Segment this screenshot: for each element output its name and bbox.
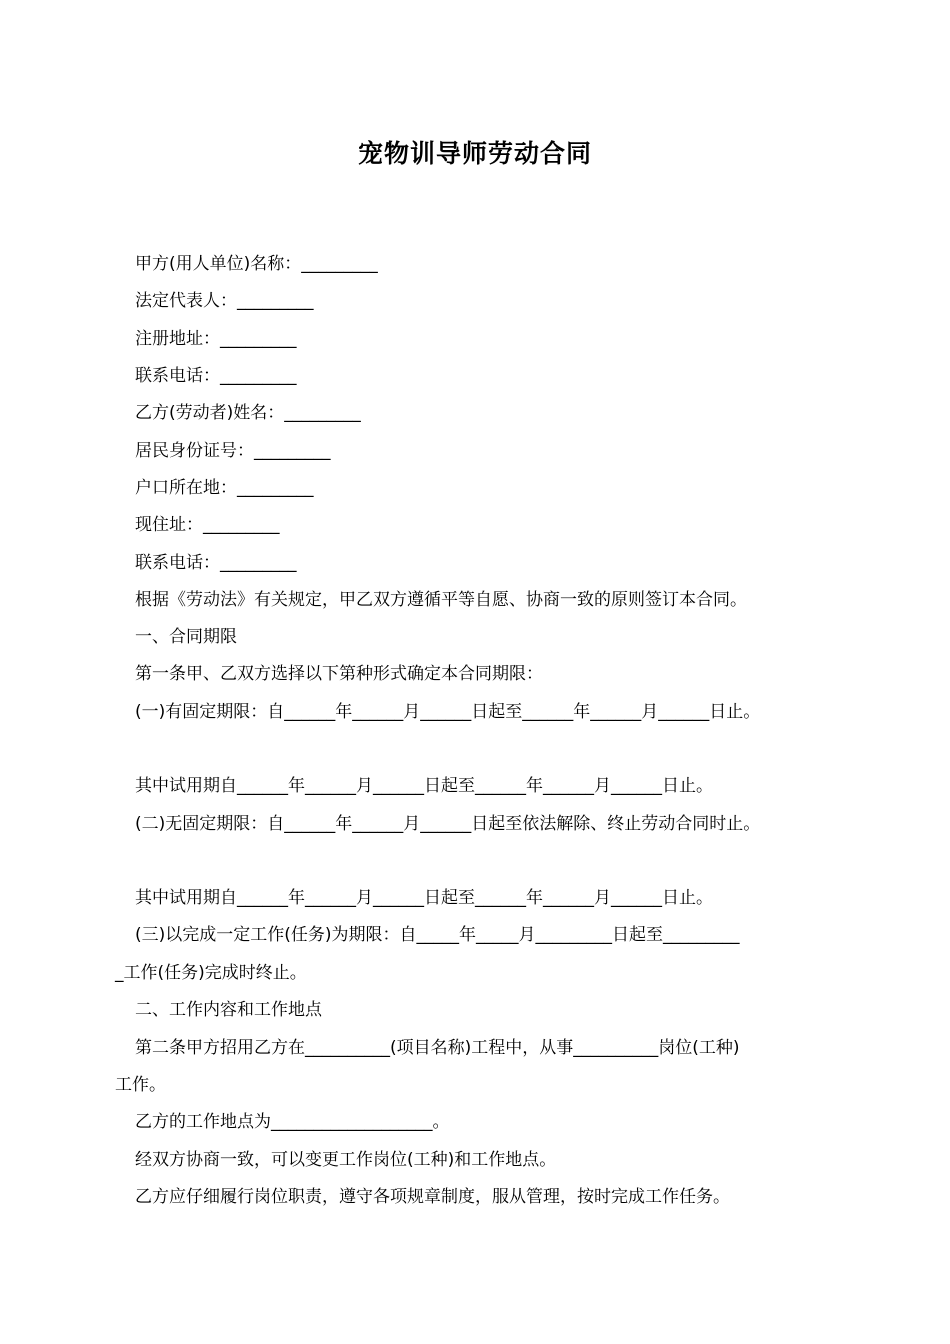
article-2-line: 第二条甲方招用乙方在__________(项目名称)工程中，从事__________岗位(工种) — [135, 1038, 740, 1058]
work-location-line: 乙方的工作地点为___________________。 — [135, 1112, 450, 1132]
id-number-line: 居民身份证号：_________ — [135, 441, 331, 461]
legal-representative-line: 法定代表人：_________ — [135, 291, 314, 311]
current-address-line: 现住址：_________ — [135, 515, 280, 535]
party-b-phone-line: 联系电话：_________ — [135, 553, 297, 573]
document-title: 宠物训导师劳动合同 — [357, 139, 592, 168]
article-1-line: 第一条甲、乙双方选择以下第种形式确定本合同期限： — [135, 664, 543, 684]
open-term-line: (二)无固定期限：自______年______月______日起至依法解除、终止劳动合同时止。 — [135, 814, 761, 834]
task-term-line: (三)以完成一定工作(任务)为期限：自_____年_____月_________日起至_________ — [135, 925, 740, 945]
registered-address-line: 注册地址：_________ — [135, 329, 297, 349]
section-2-heading: 二、工作内容和工作地点 — [135, 1000, 322, 1020]
duties-line: 乙方应仔细履行岗位职责，遵守各项规章制度，服从管理，按时完成工作任务。 — [135, 1187, 730, 1207]
fixed-term-probation-line: 其中试用期自______年______月______日起至______年______月______日止。 — [135, 776, 713, 796]
change-agreement-line: 经双方协商一致，可以变更工作岗位(工种)和工作地点。 — [135, 1150, 557, 1170]
party-a-name-line: 甲方(用人单位)名称：_________ — [135, 254, 378, 274]
fixed-term-line: (一)有固定期限：自______年______月______日起至______年______月______日止。 — [135, 702, 761, 722]
party-b-name-line: 乙方(劳动者)姓名：_________ — [135, 403, 361, 423]
article-2-line-continued: 工作。 — [115, 1075, 166, 1095]
preamble-paragraph: 根据《劳动法》有关规定，甲乙双方遵循平等自愿、协商一致的原则签订本合同。 — [135, 590, 747, 610]
section-1-heading: 一、合同期限 — [135, 627, 237, 647]
task-term-line-continued: _工作(任务)完成时终止。 — [115, 963, 307, 983]
open-term-probation-line: 其中试用期自______年______月______日起至______年______月______日止。 — [135, 888, 713, 908]
party-a-phone-line: 联系电话：_________ — [135, 366, 297, 386]
household-registration-line: 户口所在地：_________ — [135, 478, 314, 498]
